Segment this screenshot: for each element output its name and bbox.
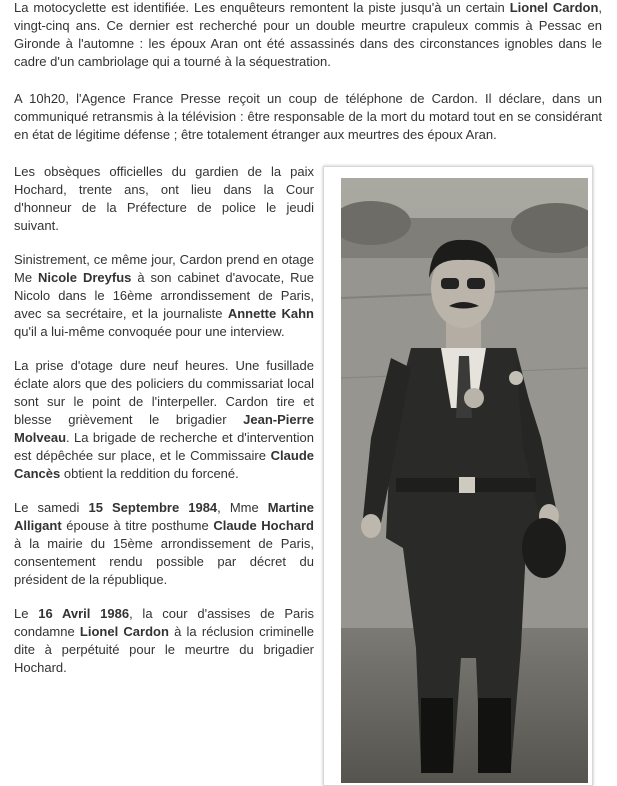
text: Les obsèques officielles du gardien de la paix Hochard, trente ans, ont lieu dans la Cour d'honneur de la Préfecture de police le jeudi suivant. — [14, 164, 314, 234]
name-lionel-cardon: Lionel Cardon — [79, 623, 169, 639]
name-lionel-cardon: Lionel Cardon — [509, 0, 599, 15]
paragraph-afp-call — [14, 90, 602, 144]
name-nicole-dreyfus: Nicole Dreyfus — [38, 269, 132, 285]
paragraph-verdict — [14, 605, 314, 677]
paragraph-marriage — [14, 499, 314, 589]
text: , vingt-cinq ans. Ce dernier est recherché pour un double meurtre crapuleux commis à Pessac en Gironde à l'automne : les époux Aran ont été assassinés dans des circonstances ignobles dans le cadre d'un cambriolage qui a tourné à la séquestration. — [14, 0, 603, 70]
paragraph-standoff — [14, 357, 314, 484]
text: La prise d'otage dure neuf heures. Une fusillade éclate alors que des policiers du commissariat local sont sur le point de l'interpeller. Cardon tire et blesse grièvement le brigadier — [14, 357, 314, 427]
text: , la cour d'assises de Paris condamne — [14, 605, 315, 639]
left-text-column — [14, 163, 314, 692]
text: Le — [14, 605, 39, 621]
text: , Mme — [217, 499, 268, 515]
police-officer-photo — [341, 178, 588, 783]
name-claude-cances: Claude Cancès — [14, 448, 314, 482]
name-martine-alligant: Martine Alligant — [14, 499, 315, 533]
text: à la mairie du 15ème arrondissement de Paris, consentement rendu possible par décret du président de la république. — [14, 535, 314, 588]
photo-frame — [323, 166, 593, 786]
date-verdict: 16 Avril 1986 — [38, 605, 130, 621]
text: qu'il a lui-même convoquée pour une interview. — [14, 324, 285, 340]
name-claude-hochard: Claude Hochard — [213, 517, 315, 533]
paragraph-funeral — [14, 163, 314, 235]
name-annette-kahn: Annette Kahn — [227, 306, 314, 322]
text: obtient la reddition du forcené. — [60, 466, 239, 482]
name-jean-pierre-molveau: Jean-Pierre Molveau — [14, 411, 314, 445]
date-marriage: 15 Septembre 1984 — [88, 499, 218, 515]
text: à la réclusion criminelle dite à perpétuité pour le meurtre du brigadier Hochard. — [14, 623, 314, 675]
text: à son cabinet d'avocate, Rue Nicolo dans le 16ème arrondissement de Paris, avec sa secrétaire, et la journaliste — [14, 269, 314, 322]
paragraph-motorcycle — [14, 0, 602, 71]
text: Le samedi — [14, 499, 89, 515]
text: A 10h20, l'Agence France Presse reçoit un coup de téléphone de Cardon. Il déclare, dans un communiqué retransmis à la télévision : être responsable de la mort du motard tout en se considérant en état de légitime défense ; être totalement étranger aux meurtres des époux Aran. — [14, 91, 602, 143]
text: La motocyclette est identifiée. Les enquêteurs remontent la piste jusqu'à un certain — [14, 0, 510, 15]
paragraph-hostage — [14, 251, 314, 341]
text: épouse à titre posthume — [61, 517, 214, 533]
text: . La brigade de recherche et d'intervention est dépêchée sur place, et le Commissaire — [14, 430, 314, 464]
text: Sinistrement, ce même jour, Cardon prend en otage Me — [14, 251, 314, 285]
photo-illustration — [341, 178, 588, 783]
